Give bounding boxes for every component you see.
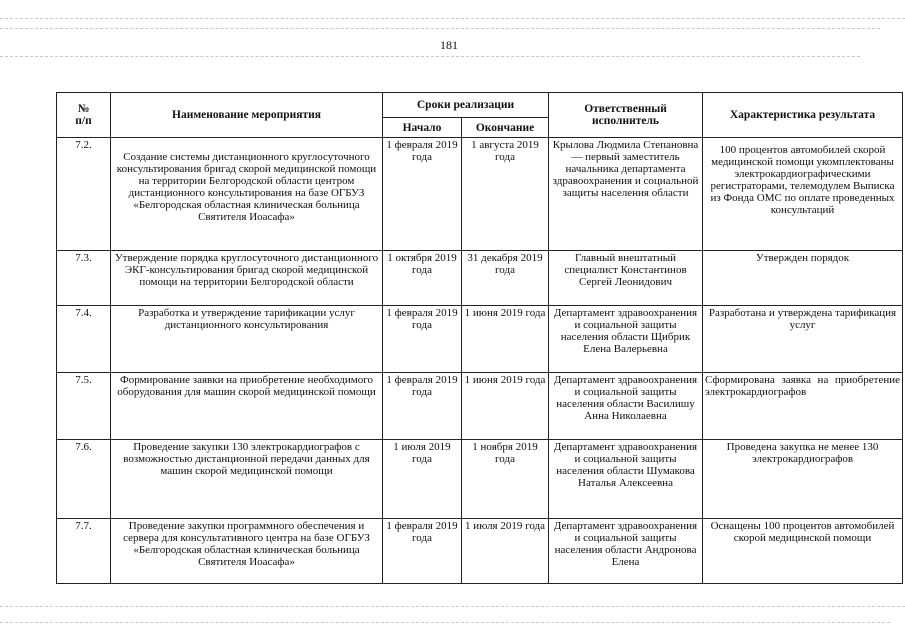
- responsible-person: Департамент здравоохранения и социальной защиты населения области Щибрик Елена Валерьевна: [549, 306, 703, 373]
- expected-result: Утвержден порядок: [703, 251, 903, 306]
- start-date: 1 февраля 2019 года: [383, 138, 462, 251]
- responsible-person: Департамент здравоохранения и социальной защиты населения области Василишу Анна Николаевна: [549, 373, 703, 440]
- expected-result: Проведена закупка не менее 130 электрокардиографов: [703, 440, 903, 519]
- scan-artifact-top-1: [0, 18, 905, 20]
- table-row: [57, 138, 903, 251]
- end-date: 31 декабря 2019 года: [462, 251, 549, 306]
- table-row: [57, 306, 903, 373]
- end-date: 1 июня 2019 года: [462, 306, 549, 373]
- start-date: 1 февраля 2019 года: [383, 306, 462, 373]
- header-responsible: Ответственный исполнитель: [549, 93, 703, 138]
- expected-result: Оснащены 100 процентов автомобилей скорой медицинской помощи: [703, 519, 903, 584]
- header-terms: Сроки реализации: [383, 93, 549, 118]
- activity-name: Проведение закупки программного обеспечения и сервера для консультативного центра на базе ОГБУЗ «Белгородская областная клиническая больница Святителя Иоасафа»: [111, 519, 383, 584]
- start-date: 1 июля 2019 года: [383, 440, 462, 519]
- row-number: 7.3.: [57, 251, 111, 306]
- activity-name: Разработка и утверждение тарификации услуг дистанционного консультирования: [111, 306, 383, 373]
- header-start: Начало: [383, 118, 462, 138]
- row-number: 7.5.: [57, 373, 111, 440]
- row-number: 7.2.: [57, 138, 111, 251]
- responsible-person: Департамент здравоохранения и социальной защиты населения области Шумакова Наталья Алексеевна: [549, 440, 703, 519]
- scan-artifact-bottom-2: [0, 622, 890, 624]
- expected-result: Разработана и утверждена тарификация услуг: [703, 306, 903, 373]
- table-row: [57, 373, 903, 440]
- end-date: 1 ноября 2019 года: [462, 440, 549, 519]
- expected-result: Сформирована заявка на приобретение электрокардиографов: [703, 373, 903, 440]
- start-date: 1 октября 2019 года: [383, 251, 462, 306]
- activity-name: Формирование заявки на приобретение необходимого оборудования для машин скорой медицинской помощи: [111, 373, 383, 440]
- table-row: [57, 519, 903, 584]
- row-number: 7.7.: [57, 519, 111, 584]
- row-number: 7.4.: [57, 306, 111, 373]
- row-number: 7.6.: [57, 440, 111, 519]
- end-date: 1 июля 2019 года: [462, 519, 549, 584]
- activity-name: Проведение закупки 130 электрокардиографов с возможностью дистанционной передачи данных для машин скорой медицинской помощи: [111, 440, 383, 519]
- start-date: 1 февраля 2019 года: [383, 519, 462, 584]
- scan-artifact-top-3: [0, 56, 860, 58]
- header-end: Окончание: [462, 118, 549, 138]
- end-date: 1 августа 2019 года: [462, 138, 549, 251]
- scan-artifact-bottom-1: [0, 606, 905, 608]
- responsible-person: Департамент здравоохранения и социальной защиты населения области Андронова Елена: [549, 519, 703, 584]
- page-number: 181: [440, 38, 458, 52]
- activity-name: Утверждение порядка круглосуточного дистанционного ЭКГ-консультирования бригад скорой медицинской помощи на территории Белгородской области: [111, 251, 383, 306]
- scan-artifact-top-2: [0, 28, 880, 30]
- header-name: Наименование мероприятия: [111, 93, 383, 138]
- responsible-person: Главный внештатный специалист Константинов Сергей Леонидович: [549, 251, 703, 306]
- table-row: [57, 440, 903, 519]
- responsible-person: Крылова Людмила Степановна — первый заместитель начальника департамента здравоохранения и социальной защиты населения области: [549, 138, 703, 251]
- action-plan-table: [56, 92, 903, 584]
- end-date: 1 июня 2019 года: [462, 373, 549, 440]
- header-result: Характеристика результата: [703, 93, 903, 138]
- header-num: № п/п: [57, 93, 111, 138]
- expected-result: 100 процентов автомобилей скорой медицинской помощи укомплектованы электрокардиографическими регистраторами, телемодулем Выписка из Фонда ОМС по оплате проведенных консультаций: [703, 138, 903, 251]
- start-date: 1 февраля 2019 года: [383, 373, 462, 440]
- activity-name: Создание системы дистанционного круглосуточного консультирования бригад скорой медицинской помощи на территории Белгородской области центром дистанционного консультирования на базе ОГБУЗ «Белгородская областная клиническая больница Святителя Иоасафа»: [111, 138, 383, 251]
- table-row: [57, 251, 903, 306]
